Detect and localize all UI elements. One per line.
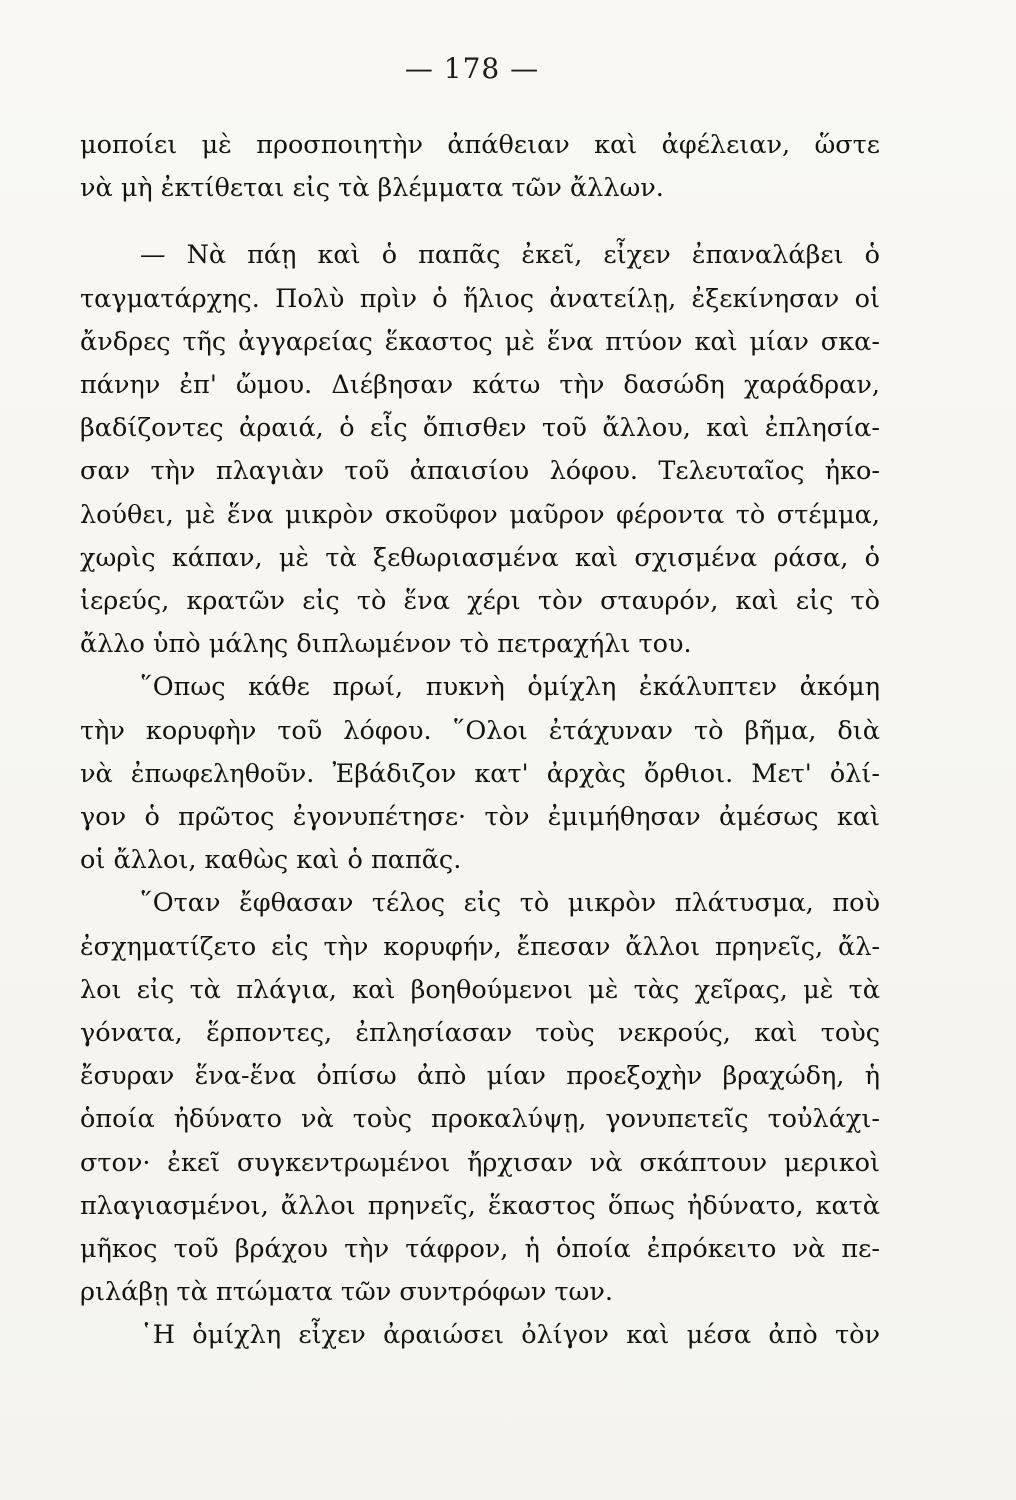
text-line: ἄλλο ὑπὸ μάλης διπλωμένον τὸ πετραχήλι του. xyxy=(80,629,692,660)
text-line: ριλάβῃ τὰ πτώματα τῶν συντρόφων των. xyxy=(80,1277,613,1308)
text-line: ἔσυραν ἕνα-ἕνα ὀπίσω ἀπὸ μίαν προεξοχὴν βραχώδη, ἡ xyxy=(80,1061,880,1092)
text-line: ὁποία ἠδύνατο νὰ τοὺς προκαλύψῃ, γονυπετεῖς τοὐλάχι- xyxy=(80,1104,880,1135)
text-line: σαν τὴν πλαγιὰν τοῦ ἀπαισίου λόφου. Τελευταῖος ἠκο- xyxy=(80,456,880,487)
text-line: λούθει, μὲ ἕνα μικρὸν σκοῦφον μαῦρον φέροντα τὸ στέμμα, xyxy=(80,499,880,530)
text-line: μῆκος τοῦ βράχου τὴν τάφρον, ἡ ὁποία ἐπρόκειτο νὰ πε- xyxy=(80,1234,880,1265)
text-line: οἱ ἄλλοι, καθὼς καὶ ὁ παπᾶς. xyxy=(80,845,462,876)
text-line: στον· ἐκεῖ συγκεντρωμένοι ἤρχισαν νὰ σκάπτουν μερικοὶ xyxy=(80,1147,880,1178)
text-line: γον ὁ πρῶτος ἐγονυπέτησε· τὸν ἐμιμήθησαν ἀμέσως καὶ xyxy=(80,802,880,833)
text-line: τὴν κορυφὴν τοῦ λόφου. ῞Ολοι ἐτάχυναν τὸ βῆμα, διὰ xyxy=(80,715,880,746)
text-line: — Νὰ πάῃ καὶ ὁ παπᾶς ἐκεῖ, εἶχεν ἐπαναλάβει ὁ xyxy=(140,240,880,271)
text-line: ῞Οταν ἔφθασαν τέλος εἰς τὸ μικρὸν πλάτυσμα, ποὺ xyxy=(140,888,880,919)
text-line: ἄνδρες τῆς ἀγγαρείας ἕκαστος μὲ ἕνα πτύον καὶ μίαν σκα- xyxy=(80,326,880,357)
text-line: ἐσχηματίζετο εἰς τὴν κορυφήν, ἔπεσαν ἄλλοι πρηνεῖς, ἄλ- xyxy=(80,931,880,962)
text-line: γόνατα, ἕρποντες, ἐπλησίασαν τοὺς νεκρούς, καὶ τοὺς xyxy=(80,1018,880,1049)
text-line: πάνην ἐπ' ὤμου. Διέβησαν κάτω τὴν δασώδη χαράδραν, xyxy=(80,370,880,401)
body-text xyxy=(80,124,880,1358)
text-line: πλαγιασμένοι, ἄλλοι πρηνεῖς, ἕκαστος ὅπως ἠδύνατο, κατὰ xyxy=(80,1190,880,1221)
text-line: μοποίει μὲ προσποιητὴν ἀπάθειαν καὶ ἀφέλειαν, ὥστε xyxy=(80,130,880,160)
text-line: ταγματάρχης. Πολὺ πρὶν ὁ ἥλιος ἀνατείλῃ, ἐξεκίνησαν οἱ xyxy=(80,283,880,314)
text-line: ῾Η ὁμίχλη εἶχεν ἀραιώσει ὀλίγον καὶ μέσα ἀπὸ τὸν xyxy=(140,1320,880,1351)
text-line: βαδίζοντες ἀραιά, ὁ εἷς ὄπισθεν τοῦ ἄλλου, καὶ ἐπλησία- xyxy=(80,413,880,444)
text-line: χωρὶς κάπαν, μὲ τὰ ξεθωριασμένα καὶ σχισμένα ράσα, ὁ xyxy=(80,542,880,573)
text-line: νὰ μὴ ἐκτίθεται εἰς τὰ βλέμματα τῶν ἄλλων. xyxy=(80,173,664,204)
text-line: λοι εἰς τὰ πλάγια, καὶ βοηθούμενοι μὲ τὰς χεῖρας, μὲ τὰ xyxy=(80,974,880,1005)
text-line: ῞Οπως κάθε πρωί, πυκνὴ ὁμίχλη ἐκάλυπτεν ἀκόμη xyxy=(140,672,880,703)
text-line: νὰ ἐπωφεληθοῦν. Ἐβάδιζον κατ' ἀρχὰς ὄρθιοι. Μετ' ὀλί- xyxy=(80,758,880,789)
text-line: ἱερεύς, κρατῶν εἰς τὸ ἕνα χέρι τὸν σταυρόν, καὶ εἰς τὸ xyxy=(80,586,880,617)
page-number: — 178 — xyxy=(404,52,540,85)
paragraph-gap xyxy=(80,210,880,234)
